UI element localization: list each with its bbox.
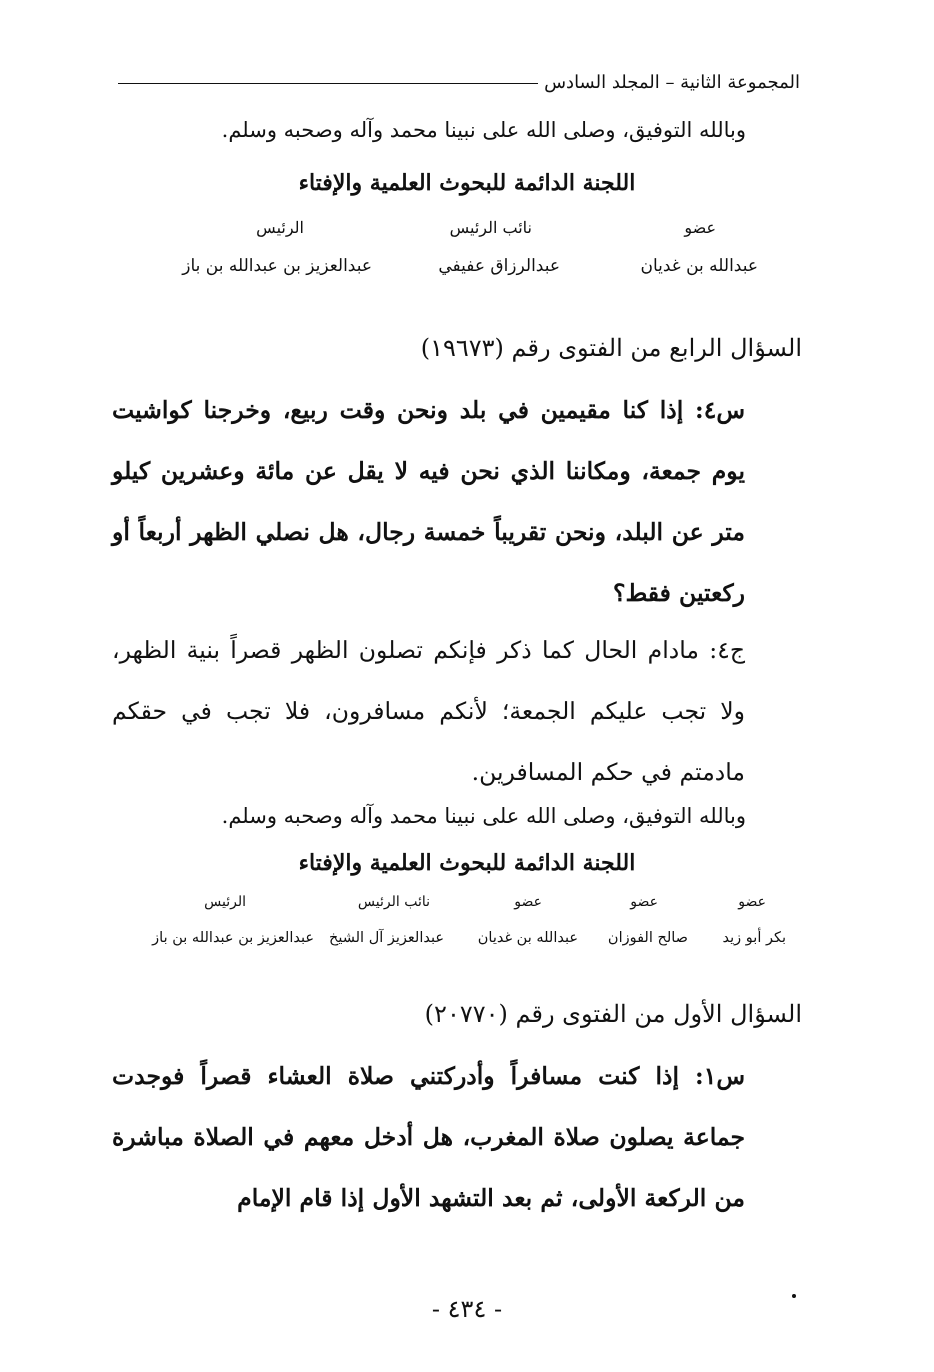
- question-label: س٤:: [695, 396, 745, 424]
- signature-role: نائب الرئيس: [449, 218, 532, 237]
- committee-name: اللجنة الدائمة للبحوث العلمية والإفتاء: [298, 170, 636, 196]
- question-label: س١:: [695, 1062, 745, 1090]
- signature-name: بكر أبو زيد: [722, 930, 786, 946]
- signature-name: عبدالله بن غديان: [477, 930, 578, 946]
- signature-role: عضو: [738, 894, 766, 910]
- signature-role: عضو: [684, 218, 716, 237]
- closing-formula: وبالله التوفيق، وصلى الله على نبينا محمد وآله وصحبه وسلم.: [221, 804, 746, 828]
- answer-label: ج٤:: [709, 636, 745, 664]
- signature-name: عبدالله بن غديان: [640, 256, 758, 276]
- answer-paragraph: [112, 620, 745, 803]
- header-rule: [118, 83, 538, 84]
- question-paragraph: [112, 380, 745, 624]
- question-paragraph: [112, 1046, 745, 1229]
- closing-formula: وبالله التوفيق، وصلى الله على نبينا محمد وآله وصحبه وسلم.: [221, 118, 746, 142]
- signature-name: عبدالعزيز آل الشيخ: [328, 930, 444, 946]
- signature-name: صالح الفوزان: [607, 930, 688, 946]
- fatwa-heading: السؤال الأول من الفتوى رقم (٢٠٧٧٠): [424, 1000, 802, 1028]
- signature-role: عضو: [630, 894, 658, 910]
- page-number: - ٤٣٤ -: [431, 1295, 503, 1323]
- committee-name: اللجنة الدائمة للبحوث العلمية والإفتاء: [298, 850, 636, 876]
- running-title: المجموعة الثانية – المجلد السادس: [544, 72, 800, 93]
- fatwa-heading: السؤال الرابع من الفتوى رقم (١٩٦٧٣): [420, 334, 802, 362]
- question-text: إذا كنا مقيمين في بلد ونحن وقت ربيع، وخرجنا كواشيت يوم جمعة، ومكاننا الذي نحن فيه لا يقل عن مائة وعشرين كيلو متر عن البلد، ونحن تقريباً خمسة رجال، هل نصلي الظهر أربعاً أو ركعتين فقط؟: [112, 396, 745, 607]
- signature-name: عبدالرزاق عفيفي: [438, 256, 560, 276]
- answer-text: مادام الحال كما ذكر فإنكم تصلون الظهر قصراً بنية الظهر، ولا تجب عليكم الجمعة؛ لأنكم مسافرون، فلا تجب في حقكم مادمتم في حكم المسافرين.: [112, 636, 745, 786]
- running-header: [118, 72, 800, 93]
- margin-dot: [792, 1294, 796, 1298]
- signature-role: الرئيس: [204, 894, 246, 910]
- signature-role: عضو: [514, 894, 542, 910]
- question-text: إذا كنت مسافراً وأدركتني صلاة العشاء قصراً فوجدت جماعة يصلون صلاة المغرب، هل أدخل معهم في الصلاة مباشرة من الركعة الأولى، ثم بعد التشهد الأول إذا قام الإمام: [112, 1062, 745, 1212]
- signature-name: عبدالعزيز بن عبدالله بن باز: [182, 256, 372, 276]
- signature-name: عبدالعزيز بن عبدالله بن باز: [152, 930, 314, 946]
- signature-role: نائب الرئيس: [357, 894, 430, 910]
- signature-role: الرئيس: [256, 218, 304, 237]
